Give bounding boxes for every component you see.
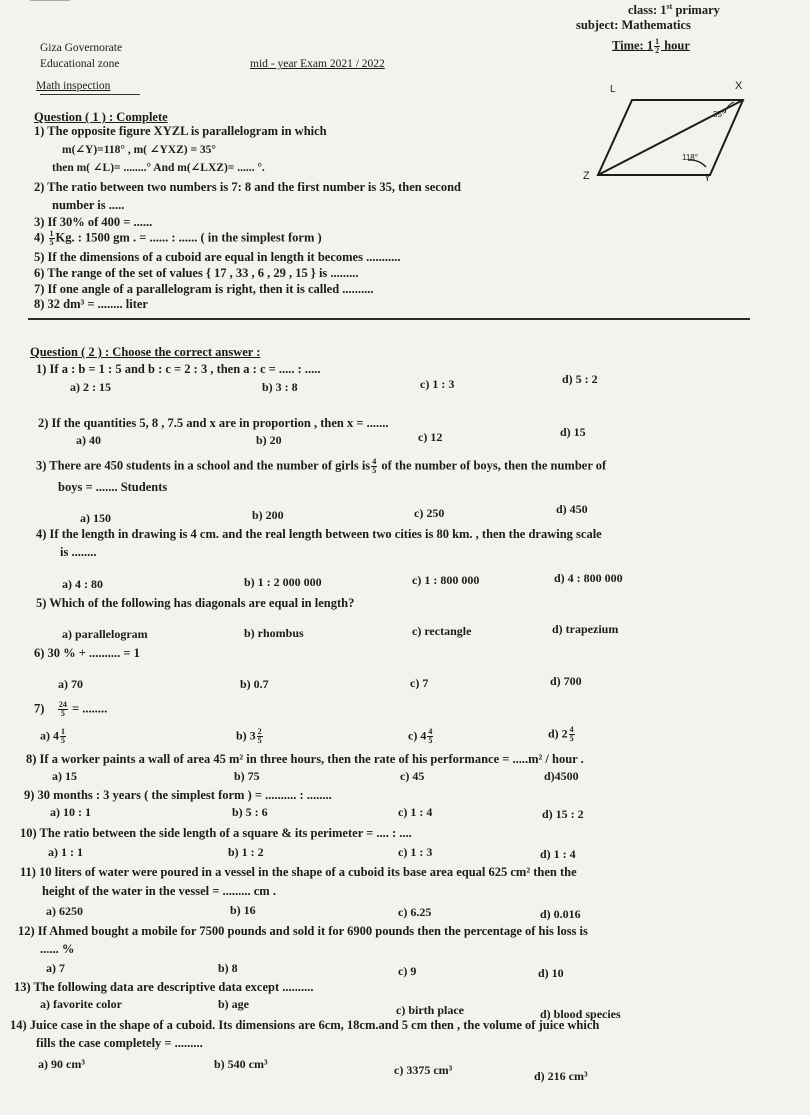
q2-item-5-option-b: b) rhombus	[244, 626, 304, 640]
q2-item-3-question-line2: boys = ....... Students	[58, 480, 168, 494]
q2-item-2-option-b: b) 20	[256, 433, 282, 447]
angle-y-value: 118°	[682, 153, 698, 162]
q2-item-6-option-b: b) 0.7	[240, 677, 269, 691]
q2-item-13-option-c: c) birth place	[396, 1003, 464, 1017]
parallelogram-figure	[580, 80, 770, 190]
q2-item-12-option-d: d) 10	[538, 966, 564, 980]
q2-item-2-option-d: d) 15	[560, 425, 586, 439]
q2-item-11-question: 11) 10 liters of water were poured in a vessel in the shape of a cuboid its base area equal 625 cm² then the	[20, 865, 577, 879]
q2-item-10-option-c: c) 1 : 3	[398, 845, 433, 859]
q2-item-14-option-b: b) 540 cm³	[214, 1057, 268, 1071]
governorate-label: Giza Governorate	[40, 42, 123, 54]
q1-item-3: 3) If 30% of 400 = ......	[34, 215, 153, 229]
q2-item-4-option-c: c) 1 : 800 000	[412, 573, 480, 587]
q2-item-8-option-c: c) 45	[400, 769, 425, 783]
q2-item-5-question: 5) Which of the following has diagonals are equal in length?	[36, 596, 355, 610]
q2-item-13-option-b: b) age	[218, 997, 249, 1011]
q2-item-11-option-b: b) 16	[230, 903, 256, 917]
q2-item-4-option-b: b) 1 : 2 000 000	[244, 575, 322, 589]
q2-item-14-option-d: d) 216 cm³	[534, 1069, 588, 1083]
q2-item-11-option-a: a) 6250	[46, 904, 83, 918]
q1-item-8: 8) 32 dm³ = ........ liter	[34, 297, 148, 311]
question-1-title: Question ( 1 ) : Complete	[34, 110, 168, 124]
time-label: Time: 1 $\frac{1}{2}$ hour	[612, 37, 690, 55]
q1-item-1-line1: 1) The opposite figure XYZL is parallelogram in which	[34, 124, 327, 138]
q1-item-2-line2: number is .....	[52, 198, 125, 212]
q2-item-8-option-b: b) 75	[234, 769, 260, 783]
q2-item-12-option-a: a) 7	[46, 961, 65, 975]
section-divider	[28, 318, 750, 320]
q2-item-1-option-a: a) 2 : 15	[70, 380, 111, 394]
q2-item-9-option-c: c) 1 : 4	[398, 805, 433, 819]
q2-item-7-question: 7) $\frac{24}{5}$ = ........	[34, 700, 108, 718]
q2-item-14-option-c: c) 3375 cm³	[394, 1063, 453, 1077]
page-edge	[30, 0, 70, 13]
q1-item-1-line3: then m( ∠L)= ........° And m(∠LXZ)= ...... °.	[52, 162, 265, 174]
q2-item-3-option-a: a) 150	[80, 511, 111, 525]
q2-item-2-option-a: a) 40	[76, 433, 101, 447]
q2-item-7-option-a: a) 4 $\frac{1}{5}$	[40, 727, 65, 745]
q2-item-8-question: 8) If a worker paints a wall of area 45 m² in three hours, then the rate of his performance = .....m² / hour .	[26, 752, 584, 766]
q2-item-6-question: 6) 30 % + .......... = 1	[34, 646, 140, 660]
q2-item-10-option-b: b) 1 : 2	[228, 845, 264, 859]
q2-item-10-question: 10) The ratio between the side length of a square & its perimeter = .... : ....	[20, 826, 412, 840]
q2-item-9-question: 9) 30 months : 3 years ( the simplest form ) = .......... : ........	[24, 788, 332, 802]
vertex-x-label: X	[735, 80, 743, 92]
q2-item-10-option-a: a) 1 : 1	[48, 845, 83, 859]
q2-item-1-option-d: d) 5 : 2	[562, 372, 598, 386]
q2-item-11-option-d: d) 0.016	[540, 907, 581, 921]
q2-item-4-option-a: a) 4 : 80	[62, 577, 103, 591]
q2-item-5-option-d: d) trapezium	[552, 622, 619, 636]
q2-item-4-question: 4) If the length in drawing is 4 cm. and the real length between two cities is 80 km. , then the drawing scale	[36, 527, 602, 541]
q1-item-2-line1: 2) The ratio between two numbers is 7: 8 and the first number is 35, then second	[34, 180, 461, 194]
inspection-label: Math inspection	[36, 80, 111, 92]
q2-item-3-question: 3) There are 450 students in a school and the number of girls is $\frac{4}{5}$ of the number of boys, then the number of	[36, 457, 607, 475]
q2-item-4-question-line2: is ........	[60, 545, 97, 559]
q2-item-9-option-d: d) 15 : 2	[542, 807, 584, 821]
q2-item-7-option-c: c) 4 $\frac{4}{5}$	[408, 727, 433, 745]
q2-item-12-question-line2: ...... %	[40, 942, 75, 956]
q2-item-3-option-d: d) 450	[556, 502, 588, 516]
q1-item-7: 7) If one angle of a parallelogram is right, then it is called ..........	[34, 282, 374, 296]
angle-x-value: 35°	[713, 110, 726, 119]
q2-item-7-option-d: d) 2 $\frac{4}{5}$	[548, 725, 574, 743]
q2-item-2-option-c: c) 12	[418, 430, 443, 444]
question-2-title: Question ( 2 ) : Choose the correct answer :	[30, 345, 261, 359]
q2-item-10-option-d: d) 1 : 4	[540, 847, 576, 861]
q2-item-5-option-a: a) parallelogram	[62, 627, 148, 641]
vertex-l-label: L	[610, 84, 616, 95]
q2-item-7-option-b: b) 3 $\frac{2}{5}$	[236, 727, 262, 745]
q2-item-5-option-c: c) rectangle	[412, 624, 472, 638]
q2-item-8-option-d: d)4500	[544, 769, 579, 783]
header-rule	[40, 94, 140, 95]
q2-item-14-option-a: a) 90 cm³	[38, 1057, 85, 1071]
q2-item-12-question: 12) If Ahmed bought a mobile for 7500 pounds and sold it for 6900 pounds then the percentage of his loss is	[18, 924, 588, 938]
class-label: class: 1st primary	[628, 2, 720, 18]
q2-item-11-option-c: c) 6.25	[398, 905, 432, 919]
q2-item-12-option-c: c) 9	[398, 964, 417, 978]
q2-item-8-option-a: a) 15	[52, 769, 77, 783]
q2-item-2-question: 2) If the quantities 5, 8 , 7.5 and x are in proportion , then x = .......	[38, 416, 389, 430]
vertex-z-label: Z	[583, 170, 590, 182]
q2-item-9-option-a: a) 10 : 1	[50, 805, 91, 819]
q2-item-1-option-b: b) 3 : 8	[262, 380, 298, 394]
q2-item-6-option-d: d) 700	[550, 674, 582, 688]
q1-item-6: 6) The range of the set of values { 17 , 33 , 6 , 29 , 15 } is .........	[34, 266, 359, 280]
q2-item-13-option-d: d) blood species	[540, 1007, 621, 1021]
q2-item-12-option-b: b) 8	[218, 961, 238, 975]
q2-item-14-question: 14) Juice case in the shape of a cuboid. Its dimensions are 6cm, 18cm.and 5 cm then , the volume of juice which	[10, 1018, 600, 1032]
q1-item-5: 5) If the dimensions of a cuboid are equal in length it becomes ...........	[34, 250, 401, 264]
q2-item-14-question-line2: fills the case completely = .........	[36, 1036, 203, 1050]
q2-item-3-option-c: c) 250	[414, 506, 445, 520]
q2-item-9-option-b: b) 5 : 6	[232, 805, 268, 819]
q2-item-3-option-b: b) 200	[252, 508, 284, 522]
q2-item-1-option-c: c) 1 : 3	[420, 377, 455, 391]
q2-item-11-question-line2: height of the water in the vessel = ......... cm .	[42, 884, 276, 898]
q2-item-13-question: 13) The following data are descriptive data except ..........	[14, 980, 314, 994]
q2-item-4-option-d: d) 4 : 800 000	[554, 571, 623, 585]
q2-item-6-option-a: a) 70	[58, 677, 83, 691]
q1-item-1-line2: m(∠Y)=118° , m( ∠YXZ) = 35°	[62, 144, 217, 156]
q1-item-4: 4) $\frac{1}{5}$ Kg. : 1500 gm . = ...... : ...... ( in the simplest form )	[34, 229, 322, 247]
q2-item-13-option-a: a) favorite color	[40, 997, 122, 1011]
vertex-y-label: Y	[704, 173, 711, 184]
q2-item-6-option-c: c) 7	[410, 676, 429, 690]
exam-title: mid - year Exam 2021 / 2022	[250, 58, 385, 70]
q2-item-1-question: 1) If a : b = 1 : 5 and b : c = 2 : 3 , then a : c = ..... : .....	[36, 362, 321, 376]
subject-label: subject: Mathematics	[576, 18, 691, 32]
zone-label: Educational zone	[40, 58, 120, 70]
